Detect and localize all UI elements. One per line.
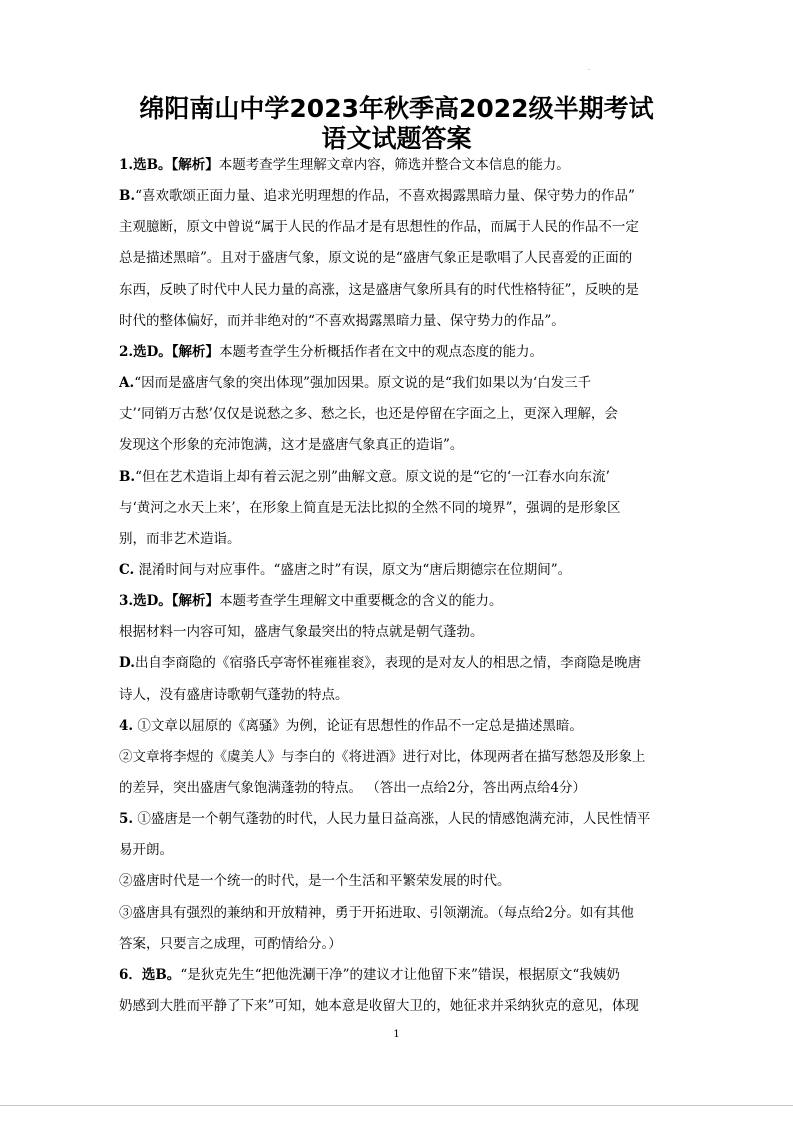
text-line xyxy=(119,187,679,205)
text-line xyxy=(119,966,679,984)
text-segment-bold: 6．选B。 xyxy=(119,966,181,983)
text-segment: 易开朗。 xyxy=(119,842,173,859)
text-line xyxy=(119,872,679,890)
text-segment: 丈’‘同销万古愁’仅仅是说愁之多、愁之长，也还是停留在字面之上，更深入理解，会 xyxy=(119,406,618,423)
text-segment-bold: 5. xyxy=(119,811,134,828)
text-segment: “因而是盛唐气象的突出体现”强加因果。原文说的是“我们如果以为‘白发三千 xyxy=(134,375,592,391)
text-line xyxy=(119,436,679,454)
text-line xyxy=(119,623,679,641)
bottom-divider xyxy=(0,1105,793,1106)
text-line xyxy=(119,156,679,174)
corner-mark: . xyxy=(588,65,590,72)
text-line xyxy=(119,218,679,236)
text-segment: 根据材料一内容可知，盛唐气象最突出的特点就是朝气蓬勃。 xyxy=(119,624,484,641)
text-line xyxy=(119,779,679,797)
text-line xyxy=(119,561,679,579)
text-segment: 诗人，没有盛唐诗歌朝气蓬勃的特点。 xyxy=(119,686,349,703)
text-line xyxy=(119,935,679,953)
text-segment-bold: C. xyxy=(119,562,135,578)
text-line xyxy=(119,592,679,610)
text-segment: 本题考查学生理解文章内容，筛选并整合文本信息的能力。 xyxy=(218,157,570,173)
text-line xyxy=(119,654,679,672)
text-segment: ①盛唐是一个朝气蓬勃的时代，人民力量日益高涨，人民的情感饱满充沛，人民性情平 xyxy=(133,811,651,828)
text-segment: “是狄克先生“把他洗涮干净”的建议才让他留下来”错误，根据原文“我姨奶 xyxy=(180,966,620,983)
text-segment-bold: D. xyxy=(119,655,135,672)
text-segment: ②盛唐时代是一个统一的时代，是一个生活和平繁荣发展的时代。 xyxy=(119,873,511,890)
text-segment-bold: 2.选D。【解析】 xyxy=(119,343,220,360)
text-segment: 本题考查学生理解文中重要概念的含义的能力。 xyxy=(219,593,503,610)
text-segment: ①文章以屈原的《离骚》为例，论证有思想性的作品不一定总是描述黑暗。 xyxy=(133,717,583,734)
text-line xyxy=(119,686,679,704)
text-segment: 答案，只要言之成理，可酌情给分。） xyxy=(119,935,342,952)
text-line xyxy=(119,904,679,922)
text-line xyxy=(119,312,679,330)
text-segment: ③盛唐具有强烈的兼纳和开放精神，勇于开拓进取、引领潮流。（每点给2分。如有其他 xyxy=(119,904,634,921)
text-segment: 出自李商隐的《宿骆氏亭寄怀崔雍崔衮》，表现的是对友人的相思之情，李商隐是晚唐 xyxy=(134,655,642,672)
text-line xyxy=(119,997,679,1015)
text-line xyxy=(119,405,679,423)
text-line xyxy=(119,374,679,392)
text-line xyxy=(119,499,679,517)
text-segment-bold: A. xyxy=(119,375,135,391)
text-segment-bold: 4. xyxy=(119,717,134,734)
text-line xyxy=(119,810,679,828)
text-line xyxy=(119,841,679,859)
text-segment: 与‘黄河之水天上来’，在形象上简直是无法比拟的全然不同的境界”，强调的是形象区 xyxy=(119,499,621,516)
text-line xyxy=(119,717,679,735)
page-number: 1 xyxy=(393,1029,400,1040)
text-line xyxy=(119,468,679,486)
text-line xyxy=(119,343,679,361)
text-segment: 奶感到大胜而平静了下来”可知，她本意是收留大卫的，她征求并采纳狄克的意见，体现 xyxy=(119,998,639,1014)
document-title-line-1: 绵阳南山中学2023年秋季高2022级半期考试 xyxy=(139,94,654,123)
text-segment: 时代的整体偏好，而并非绝对的“不喜欢揭露黑暗力量、保守势力的作品”。 xyxy=(119,312,565,329)
text-segment: 本题考查学生分析概括作者在文中的观点态度的能力。 xyxy=(219,343,544,360)
text-segment: ②文章将李煜的《虞美人》与李白的《将进酒》进行对比，体现两者在描写愁怨及形象上 xyxy=(119,748,646,765)
text-segment: 混淆时间与对应事件。“盛唐之时”有误，原文为“唐后期德宗在位期间”。 xyxy=(134,562,572,578)
text-line xyxy=(119,281,679,299)
text-segment: 发现这个形象的充沛饱满，这才是盛唐气象真正的造诣”。 xyxy=(119,437,464,454)
text-segment: 总是描述黑暗”。且对于盛唐气象，原文说的是“盛唐气象正是歌唱了人民喜爱的正面的 xyxy=(119,250,633,267)
text-segment: 主观臆断，原文中曾说“属于人民的作品才是有思想性的作品，而属于人民的作品不一定 xyxy=(119,219,639,236)
text-segment: “喜欢歌颂正面力量、追求光明理想的作品，不喜欢揭露黑暗力量、保守势力的作品” xyxy=(135,188,635,205)
text-line xyxy=(119,249,679,267)
text-segment-bold: B. xyxy=(119,188,136,205)
text-segment: 的差异，突出盛唐气象饱满蓬勃的特点。 （答出一点给2分，答出两点给4分） xyxy=(119,780,586,796)
text-segment: “但在艺术造诣上却有着云泥之别”曲解文意。原文说的是“它的‘一江春水向东流’ xyxy=(135,468,610,485)
text-segment-bold: 3.选D。【解析】 xyxy=(119,593,220,610)
document-title-line-2: 语文试题答案 xyxy=(321,124,472,153)
text-segment: 别，而非艺术造诣。 xyxy=(119,530,241,547)
text-line xyxy=(119,530,679,548)
text-line xyxy=(119,748,679,766)
text-segment: 东西，反映了时代中人民力量的高涨，这是盛唐气象所具有的时代性格特征”，反映的是 xyxy=(119,281,639,298)
text-segment-bold: B. xyxy=(119,468,136,485)
text-segment-bold: 1.选B。【解析】 xyxy=(119,157,219,173)
